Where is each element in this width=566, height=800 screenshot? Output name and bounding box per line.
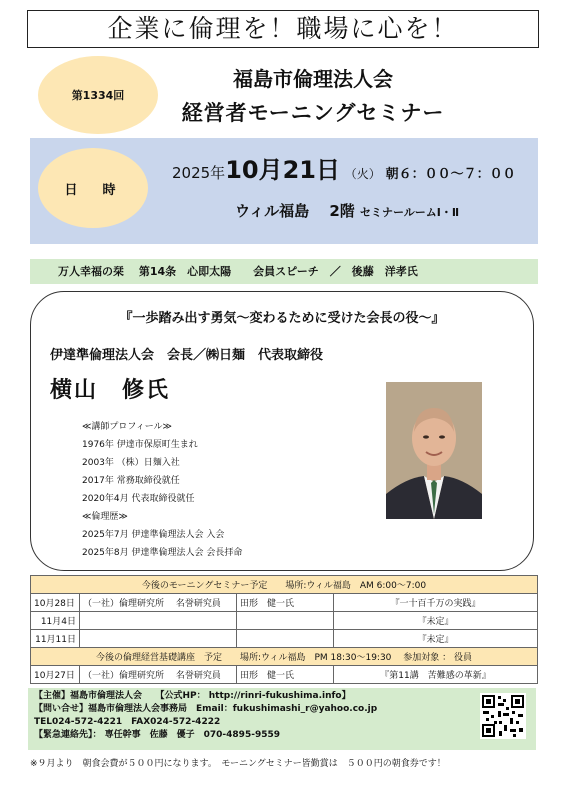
contact-block <box>28 688 536 750</box>
table-cell <box>80 630 237 648</box>
qr-code-icon <box>480 693 526 739</box>
date-day: 10月21日 <box>225 156 340 184</box>
table-cell: 田形 健一氏 <box>237 666 334 684</box>
table-row <box>31 630 538 648</box>
venue-line <box>235 200 459 221</box>
footer-note: ※９月より 朝食会費が５００円になります。 モーニングセミナー皆勤賞は ５００円の朝食券です！ <box>30 759 446 769</box>
table-cell <box>237 630 334 648</box>
table-cell: 11月4日 <box>31 612 80 630</box>
table-cell: （一社）倫理研究所 名誉研究員 <box>80 666 237 684</box>
basic-course-header: 今後の倫理経営基礎講座 予定 場所:ウィル福島 PM 18:30～19:30 参加対象 ： 役員 <box>31 648 538 666</box>
contact-line: 【主催】福島市倫理法人会 【公式HP： http://rinri-fukushima.info】 <box>34 691 351 701</box>
headline-banner: 企業に倫理を！職場に心を！ <box>27 10 539 48</box>
profile-line: 2003年 （株）日麺入社 <box>82 458 180 468</box>
profile-line: 1976年 伊達市保原町生まれ <box>82 440 198 450</box>
speaker-photo <box>386 382 482 519</box>
table-cell: 11月11日 <box>31 630 80 648</box>
contact-line: 【緊急連絡先】： 専任幹事 佐藤 優子 070-4895-9559 <box>34 730 280 740</box>
seminar-name: 経営者モーニングセミナー <box>181 101 445 125</box>
profile-line: 2025年8月 伊達準倫理法人会 会長拝命 <box>82 548 243 558</box>
table-cell: （一社）倫理研究所 名誉研究員 <box>80 594 237 612</box>
session-number-badge: 第1334回 <box>38 56 158 134</box>
table-cell: 田形 健一氏 <box>237 594 334 612</box>
lecture-theme: 『一歩踏み出す勇気～変わるために受けた会長の役～』 <box>119 311 445 326</box>
profile-line: 2025年7月 伊達準倫理法人会 入会 <box>82 530 225 540</box>
date-weekday: （火） <box>344 167 381 181</box>
table-row <box>31 612 538 630</box>
table-cell <box>80 612 237 630</box>
table-cell: 10月28日 <box>31 594 80 612</box>
profile-line: 2020年4月 代表取締役就任 <box>82 494 195 504</box>
table-cell: 『未定』 <box>334 630 538 648</box>
schedule-table <box>30 575 538 684</box>
speaker-name: 横山 修氏 <box>50 378 171 403</box>
speaker-profile <box>82 418 242 562</box>
date-time: 朝６：００～７：００ <box>385 167 516 182</box>
profile-line: 2017年 常務取締役就任 <box>82 476 180 486</box>
date-label-badge: 日 時 <box>38 148 148 228</box>
table-cell: 『一十百千万の実践』 <box>334 594 538 612</box>
speaker-affiliation: 伊達準倫理法人会 会長／㈱日麺 代表取締役 <box>50 348 324 363</box>
kyou-band: 万人幸福の栞 第14条 心即太陽 会員スピーチ ／ 後藤 洋孝氏 <box>30 259 538 284</box>
venue-place: ウィル福島 2階 <box>235 202 355 220</box>
org-name: 福島市倫理法人会 <box>233 67 393 91</box>
profile-line: ≪倫理歴≫ <box>82 512 128 522</box>
table-cell <box>237 612 334 630</box>
table-row <box>31 666 538 684</box>
contact-line: 【問い合せ】福島市倫理法人会事務局 Email：fukushimashi_r@yahoo.co.jp <box>34 704 378 714</box>
table-cell: 『未定』 <box>334 612 538 630</box>
table-cell: 『第11講 苦難感の革新』 <box>334 666 538 684</box>
schedule-header: 今後のモーニングセミナー予定 場所:ウィル福島 AM 6:00～7:00 <box>31 576 538 594</box>
date-line <box>172 150 516 185</box>
contact-line: TEL024-572-4221 FAX024-572-4222 <box>34 717 221 727</box>
table-row <box>31 594 538 612</box>
venue-room: セミナールームⅠ・Ⅱ <box>360 206 460 219</box>
date-year: 2025年 <box>172 164 226 182</box>
table-cell: 10月27日 <box>31 666 80 684</box>
profile-line: ≪講師プロフィール≫ <box>82 422 172 432</box>
